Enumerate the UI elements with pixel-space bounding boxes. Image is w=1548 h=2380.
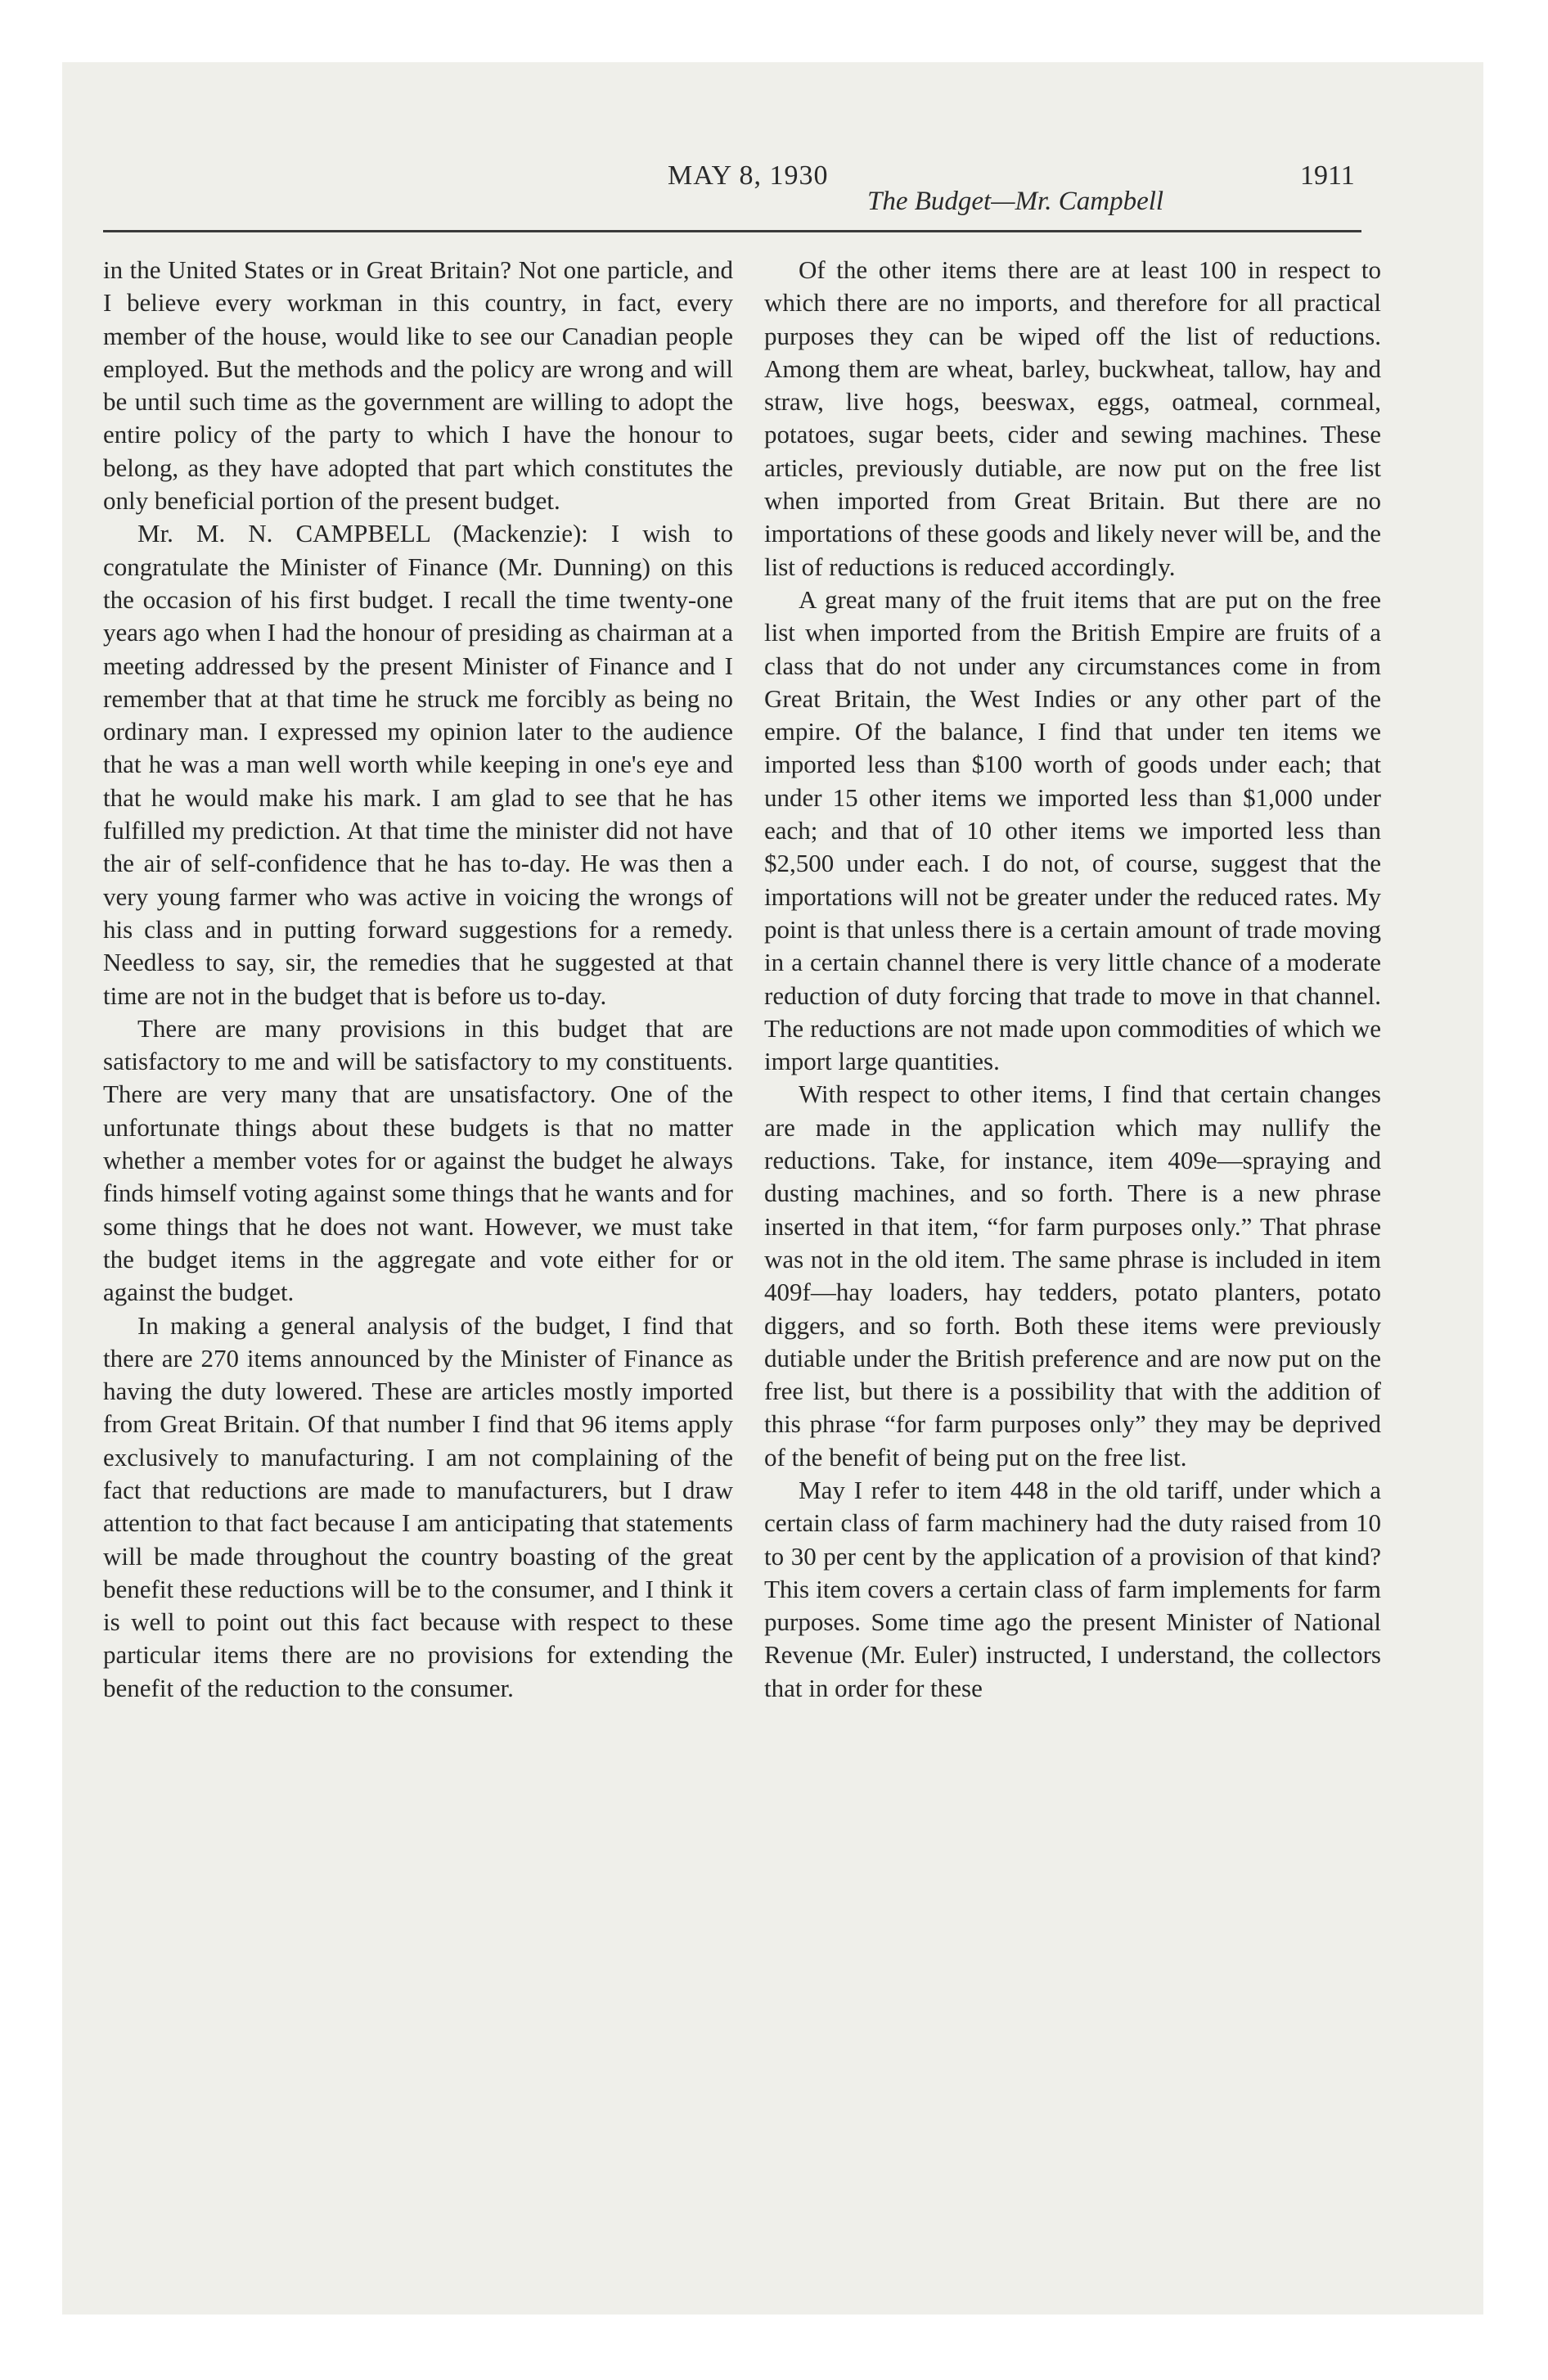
paragraph: With respect to other items, I find that certain changes are made in the application which may nullify the reductions. Take, for instance, item 409e—spraying and dusting machines, and so forth. There is a new phrase inserted in that item, “for farm purposes only.” That phrase was not in the old item. The same phrase is included in item 409f—hay loaders, hay tedders, potato planters, potato diggers, and so forth. Both these items were previously dutiable under the British preference and are now put on the free list, but there is a possibility that with the addition of this phrase “for farm purposes only” they may be deprived of the benefit of being put on the free list. — [764, 1080, 1381, 1472]
paragraph: Of the other items there are at least 100 in respect to which there are no imports, and therefore for all practical purposes they can be wiped off the list of reductions. Among them are wheat, barley, buckwheat, tallow, hay and straw, live hogs, beeswax, eggs, oatmeal, cornmeal, potatoes, sugar beets, cider and sewing machines. These articles, previously dutiable, are now put on the free list when imported from Great Britain. But there are no importations of these goods and likely never will be, and the list of reductions is reduced accordingly. — [764, 255, 1381, 581]
paragraph: In making a general analysis of the budget, I find that there are 270 items announced by the Minister of Finance as having the duty lowered. These are articles mostly imported from Great Britain. Of that number I find that 96 items apply exclusively to manufacturing. I am not complaining of the fact that reductions are made to manufacturers, but I draw attention to that fact because I am anticipating that statements will be made throughout the country boasting of the great benefit these reductions will be to the consumer, and I think it is well to point out this fact because with respect to these particular items there are no provisions for extending the benefit of the reduction to the consumer. — [103, 1310, 733, 1702]
left-column — [103, 254, 733, 1705]
running-head-subject: The Budget—Mr. Campbell — [867, 187, 1164, 216]
header-rule — [103, 230, 1361, 232]
paragraph: Mr. M. N. CAMPBELL (Mackenzie): I wish to congratulate the Minister of Finance (Mr. Dunning) on this the occasion of his first budget. I recall the time twenty-one years ago when I had the honour of presiding as chairman at a meeting addressed by the present Minister of Finance and I remember that at that time he struck me forcibly as being no ordinary man. I expressed my opinion later to the audience that he was a man well worth while keeping in one's eye and that he would make his mark. I am glad to see that he has fulfilled my prediction. At that time the minister did not have the air of self-confidence that he has to-day. He was then a very young farmer who was active in voicing the wrongs of his class and in putting forward suggestions for a remedy. Needless to say, sir, the remedies that he suggested at that time are not in the budget that is before us to-day. — [103, 519, 733, 1010]
paragraph: May I refer to item 448 in the old tariff, under which a certain class of farm machinery had the duty raised from 10 to 30 per cent by the application of a provision of that kind? This item covers a certain class of farm implements for farm purposes. Some time ago the present Minister of National Revenue (Mr. Euler) instructed, I understand, the collectors that in order for these — [764, 1475, 1381, 1702]
paragraph: in the United States or in Great Britain? Not one particle, and I believe every workman in this country, in fact, every member of the house, would like to see our Canadian people employed. But the methods and the policy are wrong and will be until such time as the government are willing to adopt the entire policy of the party to which I have the honour to belong, as they have adopted that part which constitutes the only beneficial portion of the present budget. — [103, 255, 733, 516]
page-number: 1911 — [1300, 160, 1355, 191]
right-column — [764, 254, 1381, 1705]
paragraph: There are many provisions in this budget that are satisfactory to me and will be satisfactory to my constituents. There are very many that are unsatisfactory. One of the unfortunate things about these budgets is that no matter whether a member votes for or against the budget he always finds himself voting against some things that he wants and for some things that he does not want. However, we must take the budget items in the aggregate and vote either for or against the budget. — [103, 1013, 733, 1307]
paragraph: A great many of the fruit items that are put on the free list when imported from the British Empire are fruits of a class that do not under any circumstances come in from Great Britain, the West Indies or any other part of the empire. Of the balance, I find that under ten items we imported less than $100 worth of goods under each; that under 15 other items we imported less than $1,000 under each; and that of 10 other items we imported less than $2,500 under each. I do not, of course, suggest that the importations will not be greater under the reduced rates. My point is that unless there is a certain amount of trade moving in a certain channel there is very little chance of a moderate reduction of duty forcing that trade to move in that channel. The reductions are not made upon commodities of which we import large quantities. — [764, 584, 1381, 1076]
page-date: MAY 8, 1930 — [668, 160, 829, 191]
